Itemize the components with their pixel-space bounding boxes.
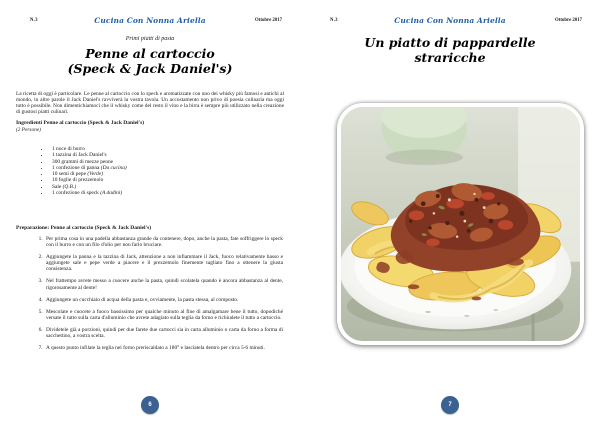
ingredients-heading: Ingredienti Penne al cartoccio (Speck & Jack Daniel's) bbox=[16, 120, 145, 126]
preparation-step: 3. Nel frattempo avrete messo a cuocere anche la pasta, quindi scolatela quando è ancora abbastanza al dente, rigorosamente al dente! bbox=[44, 278, 283, 290]
ingredient-item: • 1 confezione di panna (Da cucina) bbox=[50, 165, 280, 171]
page-number-badge bbox=[141, 396, 159, 414]
ingredient-item: • 1 confezione di speck (A dadini) bbox=[50, 190, 280, 196]
preparation-heading: Preparazione: Penne al cartoccio (Speck & Jack Daniel's) bbox=[16, 225, 152, 231]
ingredient-note: (Verde) bbox=[87, 171, 104, 178]
servings-label: (2 Persone) bbox=[16, 127, 41, 133]
ingredient-item: • 1 tazzina di Jack Daniel's bbox=[50, 152, 280, 158]
recipe-title bbox=[0, 47, 300, 76]
ingredient-note: (Q.B.) bbox=[62, 183, 77, 190]
preparation-step: 4. Aggiungete un cucchiaio di acqua della pasta e, ovviamente, la pasta stessa, al composto. bbox=[44, 297, 283, 303]
recipe-title-line1: Penne al cartoccio bbox=[85, 46, 215, 61]
recipe-title bbox=[300, 36, 600, 65]
preparation-step: 1. Per prima cosa in una padella abbastanza grande da contenere, dopo, anche la pasta, fate soffriggere lo speck con il burro e con un filo d'olio per non farlo bruciare. bbox=[44, 236, 283, 248]
preparation-step: 6. Dividetele già a porzioni, quindi per due farete due cartocci sia in carta alluminio o carta da forno a forma di sacchettino, a vostra scelta. bbox=[44, 327, 283, 339]
issue-number: N.3 bbox=[330, 18, 338, 23]
ingredient-item: • Sale (Q.B.) bbox=[50, 184, 280, 190]
recipe-photo bbox=[337, 103, 584, 345]
issue-date: Ottobre 2017 bbox=[555, 18, 582, 23]
page-number: 6 bbox=[148, 402, 152, 408]
section-label: Primi piatti di pasta bbox=[125, 36, 175, 42]
page-number-badge bbox=[441, 396, 459, 414]
magazine-title: Cucina Con Nonna Ariella bbox=[394, 16, 506, 25]
page-header bbox=[316, 16, 584, 28]
preparation-steps bbox=[34, 236, 283, 357]
intro-paragraph: La ricetta di oggi è particolare. Le penne al cartoccio con lo speck e aromatizzate con uno dei whisky più famosi e antichi al mondo, in altre parole il Jack Daniel's ravviverà la vostra tavola. Un accostamento non privo di poesia culinaria ma oggi tutto è possibile. Non dimentichiamoci che il whisky come del resto il vino e la birra è sempre più utilizzato nella creazione di gustosi piatti culinari. bbox=[16, 91, 284, 116]
page-right bbox=[300, 0, 600, 424]
pappardelle-photo-illustration bbox=[341, 107, 580, 341]
recipe-title-line2: (Speck & Jack Daniel's) bbox=[67, 60, 233, 76]
ingredients-list bbox=[42, 146, 280, 196]
ingredient-item: • 10 semi di pepe (Verde) bbox=[50, 171, 280, 177]
recipe-title-line2: straricche bbox=[414, 49, 486, 65]
recipe-title-line1: Un piatto di pappardelle bbox=[364, 35, 536, 50]
page-header bbox=[16, 16, 284, 28]
ingredient-note: (Da cucina) bbox=[100, 164, 127, 171]
preparation-step: 5. Mescolate e cuocete a fuoco bassissimo per qualche minuto al fine di amalgamare bene il tutto, dopodiché versate il tutto sulla carta d'alluminio che avrete adagiato sulla teglia da forno e richiudete il tutto a cartoccio. bbox=[44, 309, 283, 321]
magazine-title: Cucina Con Nonna Ariella bbox=[94, 16, 206, 25]
preparation-step: 2. Aggiungete la panna e la tazzina di Jack, attenzione a non infiammare il Jack, fuoco relativamente basso e aggiungete sale e pepe verde a piacere e il prezzemolo finemente tagliato fino a ottenere la giusta consistenza. bbox=[44, 254, 283, 272]
ingredient-item: • 1 noce di burro bbox=[50, 146, 280, 152]
ingredient-note: (A dadini) bbox=[100, 190, 123, 197]
preparation-step: 7. A questo punto infilate la teglia nel forno preriscaldato a 180° e lasciatela dentro per circa 5-6 minuti. bbox=[44, 345, 283, 351]
ingredient-item: • 10 foglie di prezzemolo bbox=[50, 177, 280, 183]
ingredient-item: • 300 grammi di mezze penne bbox=[50, 159, 280, 165]
issue-number: N.3 bbox=[30, 18, 38, 23]
issue-date: Ottobre 2017 bbox=[255, 18, 282, 23]
page-number: 7 bbox=[448, 402, 452, 408]
